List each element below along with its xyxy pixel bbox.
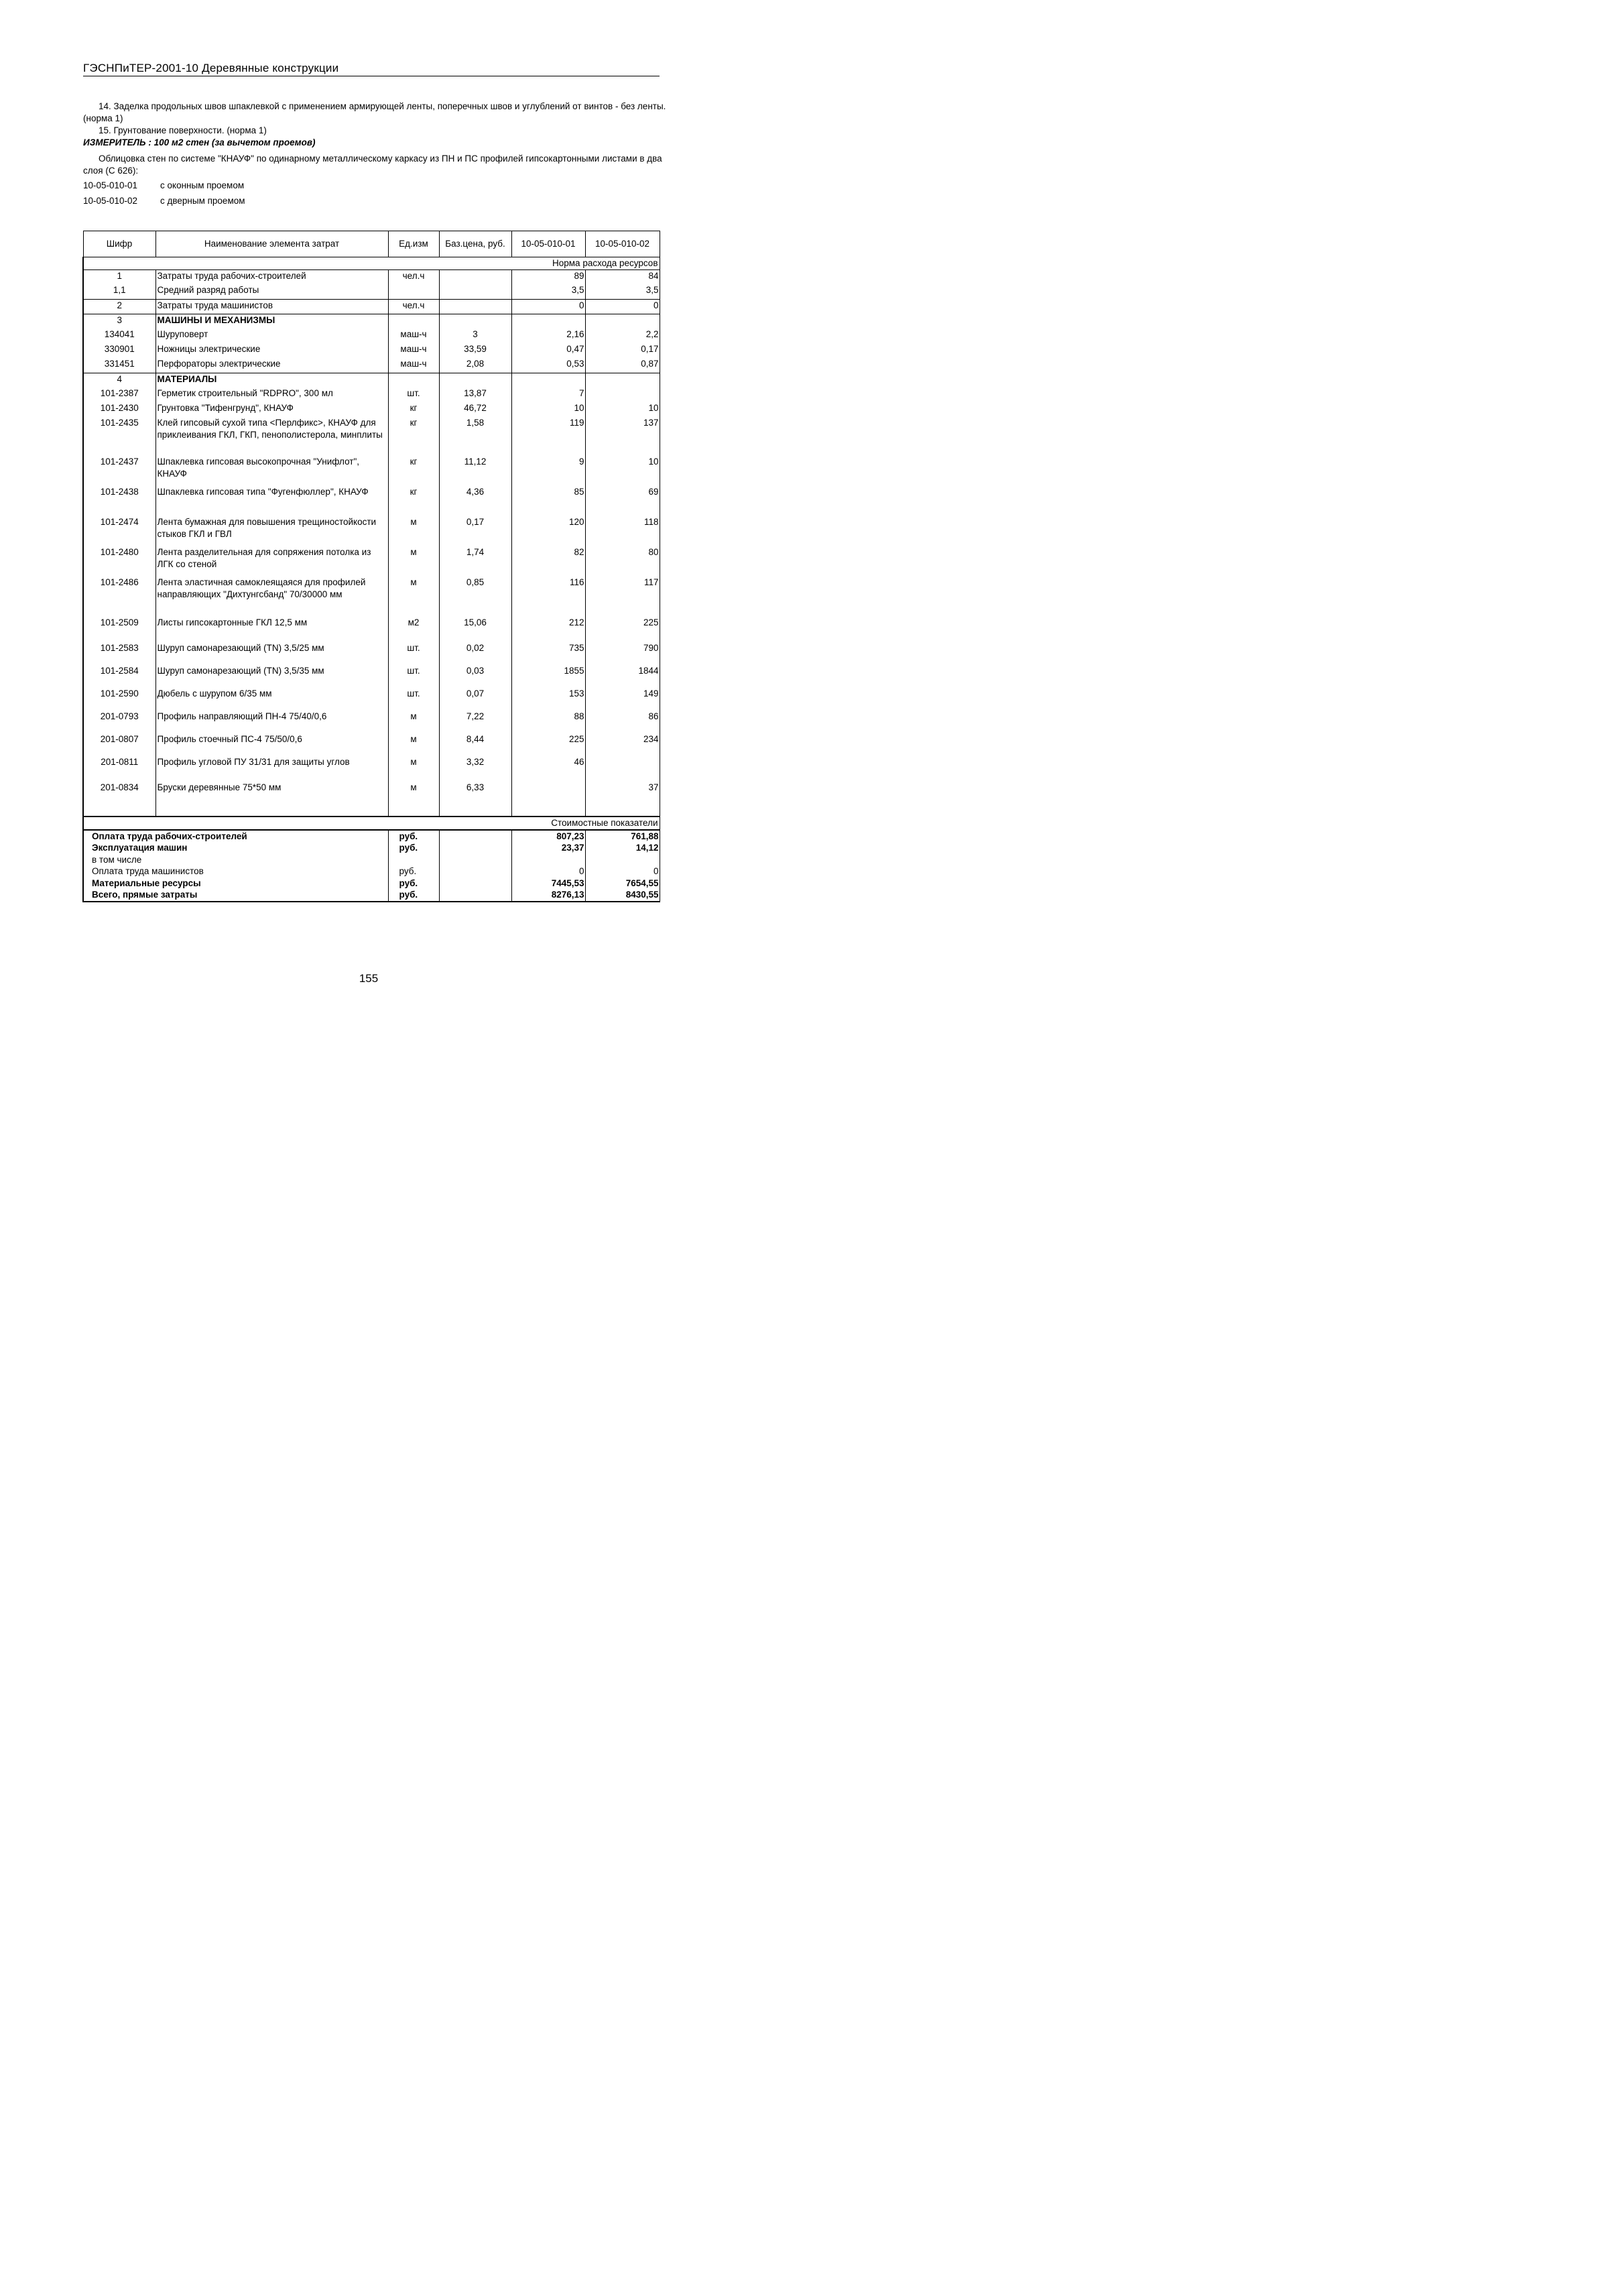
table-row bbox=[83, 516, 660, 546]
row-unit: м bbox=[388, 546, 439, 577]
row-norm-2: 69 bbox=[585, 486, 660, 516]
summary-norm-2: 8430,55 bbox=[585, 889, 660, 902]
row-name: Лента разделительная для сопряжения потолка из ЛГК со стеной bbox=[155, 546, 388, 577]
norms-table bbox=[82, 231, 660, 902]
section-costs bbox=[83, 817, 660, 830]
row-norm-2: 0,17 bbox=[585, 343, 660, 358]
row-code: 101-2584 bbox=[83, 665, 155, 688]
row-name: Затраты труда рабочих-строителей bbox=[155, 269, 388, 284]
row-norm-1: 0,47 bbox=[511, 343, 585, 358]
summary-norm-2: 14,12 bbox=[585, 842, 660, 854]
work-description bbox=[83, 101, 666, 207]
row-base-price: 6,33 bbox=[439, 782, 511, 817]
table-row bbox=[83, 688, 660, 711]
row-unit: м bbox=[388, 756, 439, 782]
row-code: 134041 bbox=[83, 328, 155, 343]
row-norm-2: 0,87 bbox=[585, 358, 660, 373]
page-number: 155 bbox=[359, 972, 379, 985]
row-base-price: 1,74 bbox=[439, 546, 511, 577]
row-norm-1: 212 bbox=[511, 617, 585, 642]
row-unit: маш-ч bbox=[388, 358, 439, 373]
row-code: 101-2590 bbox=[83, 688, 155, 711]
row-code: 201-0834 bbox=[83, 782, 155, 817]
section-costs-label: Стоимостные показатели bbox=[83, 817, 660, 830]
row-code: 201-0793 bbox=[83, 711, 155, 733]
row-name: Клей гипсовый сухой типа <Перлфикс>, КНАУФ для приклеивания ГКЛ, ГКП, пенополистерола, минплиты bbox=[155, 417, 388, 456]
row-norm-2: 117 bbox=[585, 577, 660, 617]
row-norm-1: 116 bbox=[511, 577, 585, 617]
row-code: 330901 bbox=[83, 343, 155, 358]
table-row bbox=[83, 328, 660, 343]
summary-unit: руб. bbox=[388, 889, 439, 902]
norm-code-list bbox=[83, 180, 666, 207]
row-norm-2: 10 bbox=[585, 456, 660, 486]
row-norm-1: 0 bbox=[511, 299, 585, 314]
table-row bbox=[83, 756, 660, 782]
column-header-code: Шифр bbox=[83, 231, 155, 257]
section-norms-label: Норма расхода ресурсов bbox=[83, 257, 660, 270]
summary-norm-1: 0 bbox=[511, 865, 585, 878]
row-code: 101-2583 bbox=[83, 642, 155, 665]
summary-unit bbox=[388, 854, 439, 866]
table-row bbox=[83, 373, 660, 387]
row-unit: кг bbox=[388, 486, 439, 516]
row-norm-1: 3,5 bbox=[511, 284, 585, 299]
row-norm-2 bbox=[585, 387, 660, 402]
row-name: Дюбель с шурупом 6/35 мм bbox=[155, 688, 388, 711]
summary-unit: руб. bbox=[388, 842, 439, 854]
table-row bbox=[83, 486, 660, 516]
row-base-price: 0,03 bbox=[439, 665, 511, 688]
column-header-norm-1: 10-05-010-01 bbox=[511, 231, 585, 257]
row-norm-2: 137 bbox=[585, 417, 660, 456]
table-row bbox=[83, 577, 660, 617]
row-unit: шт. bbox=[388, 665, 439, 688]
summary-unit: руб. bbox=[388, 865, 439, 878]
table-row bbox=[83, 314, 660, 328]
norm-code-label: с оконным проемом bbox=[160, 180, 245, 190]
row-unit: чел.ч bbox=[388, 299, 439, 314]
row-unit: м bbox=[388, 577, 439, 617]
row-unit: шт. bbox=[388, 688, 439, 711]
row-norm-2 bbox=[585, 314, 660, 328]
row-unit: шт. bbox=[388, 387, 439, 402]
row-code: 201-0811 bbox=[83, 756, 155, 782]
section-norms bbox=[83, 257, 660, 270]
summary-price-empty bbox=[439, 878, 511, 890]
row-name: Шуруп самонарезающий (TN) 3,5/25 мм bbox=[155, 642, 388, 665]
row-norm-1: 1855 bbox=[511, 665, 585, 688]
row-code: 3 bbox=[83, 314, 155, 328]
table-row bbox=[83, 456, 660, 486]
row-name: Профиль направляющий ПН-4 75/40/0,6 bbox=[155, 711, 388, 733]
row-unit: кг bbox=[388, 417, 439, 456]
row-norm-1: 2,16 bbox=[511, 328, 585, 343]
running-header: ГЭСНПиТЕР-2001-10 Деревянные конструкции bbox=[83, 62, 339, 74]
row-base-price: 2,08 bbox=[439, 358, 511, 373]
work-step-14: 14. Заделка продольных швов шпаклевкой с применением армирующей ленты, поперечных швов и углублений от винтов - без ленты. (норма 1) bbox=[83, 101, 666, 123]
row-norm-1: 88 bbox=[511, 711, 585, 733]
table-row bbox=[83, 546, 660, 577]
summary-price-empty bbox=[439, 889, 511, 902]
row-base-price: 1,58 bbox=[439, 417, 511, 456]
summary-label: Оплата труда машинистов bbox=[83, 865, 388, 878]
row-norm-1: 0,53 bbox=[511, 358, 585, 373]
row-base-price: 13,87 bbox=[439, 387, 511, 402]
row-unit: м bbox=[388, 733, 439, 756]
row-name: Затраты труда машинистов bbox=[155, 299, 388, 314]
row-norm-2: 118 bbox=[585, 516, 660, 546]
document-page bbox=[0, 0, 737, 1043]
summary-label: Оплата труда рабочих-строителей bbox=[83, 830, 388, 843]
row-name: Лента бумажная для повышения трещиностойкости стыков ГКЛ и ГВЛ bbox=[155, 516, 388, 546]
summary-row bbox=[83, 865, 660, 878]
row-unit: маш-ч bbox=[388, 343, 439, 358]
row-unit: кг bbox=[388, 456, 439, 486]
summary-unit: руб. bbox=[388, 830, 439, 843]
summary-row bbox=[83, 889, 660, 902]
summary-norm-2: 761,88 bbox=[585, 830, 660, 843]
table-row bbox=[83, 358, 660, 373]
row-code: 2 bbox=[83, 299, 155, 314]
row-unit: маш-ч bbox=[388, 328, 439, 343]
table-row bbox=[83, 733, 660, 756]
row-base-price bbox=[439, 373, 511, 387]
norms-table-body bbox=[83, 231, 660, 902]
row-base-price bbox=[439, 299, 511, 314]
summary-norm-2: 7654,55 bbox=[585, 878, 660, 890]
row-name: Шуруповерт bbox=[155, 328, 388, 343]
table-row bbox=[83, 387, 660, 402]
norm-code: 10-05-010-01 bbox=[83, 180, 138, 190]
table-row bbox=[83, 642, 660, 665]
row-code: 101-2480 bbox=[83, 546, 155, 577]
column-header-price: Баз.цена, руб. bbox=[439, 231, 511, 257]
row-norm-2: 790 bbox=[585, 642, 660, 665]
summary-row bbox=[83, 842, 660, 854]
row-unit: м bbox=[388, 782, 439, 817]
row-name: Ножницы электрические bbox=[155, 343, 388, 358]
work-step-15: 15. Грунтование поверхности. (норма 1) bbox=[99, 125, 267, 135]
row-unit bbox=[388, 314, 439, 328]
row-code: 101-2430 bbox=[83, 402, 155, 417]
column-header-unit: Ед.изм bbox=[388, 231, 439, 257]
row-unit bbox=[388, 284, 439, 299]
row-base-price: 3 bbox=[439, 328, 511, 343]
table-row bbox=[83, 711, 660, 733]
summary-label: Материальные ресурсы bbox=[83, 878, 388, 890]
row-code: 101-2387 bbox=[83, 387, 155, 402]
table-row bbox=[83, 343, 660, 358]
row-code: 1,1 bbox=[83, 284, 155, 299]
row-unit: м2 bbox=[388, 617, 439, 642]
norm-description: Облицовка стен по системе "КНАУФ" по одинарному металлическому каркасу из ПН и ПС профилей гипсокартонными листами в два слоя (С 626): bbox=[83, 154, 662, 176]
row-norm-1: 153 bbox=[511, 688, 585, 711]
row-name: Перфораторы электрические bbox=[155, 358, 388, 373]
row-base-price: 11,12 bbox=[439, 456, 511, 486]
summary-row bbox=[83, 878, 660, 890]
row-norm-2: 37 bbox=[585, 782, 660, 817]
row-norm-1: 10 bbox=[511, 402, 585, 417]
summary-row bbox=[83, 854, 660, 866]
row-norm-2: 1844 bbox=[585, 665, 660, 688]
row-norm-2: 2,2 bbox=[585, 328, 660, 343]
row-code: 101-2437 bbox=[83, 456, 155, 486]
row-unit: чел.ч bbox=[388, 269, 439, 284]
row-name: Профиль угловой ПУ 31/31 для защиты углов bbox=[155, 756, 388, 782]
row-base-price: 4,36 bbox=[439, 486, 511, 516]
row-base-price: 3,32 bbox=[439, 756, 511, 782]
norm-code-label: с дверным проемом bbox=[160, 196, 245, 206]
norm-code: 10-05-010-02 bbox=[83, 196, 138, 206]
row-norm-2: 0 bbox=[585, 299, 660, 314]
row-norm-1 bbox=[511, 373, 585, 387]
row-base-price bbox=[439, 269, 511, 284]
row-norm-2: 225 bbox=[585, 617, 660, 642]
row-norm-2: 84 bbox=[585, 269, 660, 284]
row-code: 101-2486 bbox=[83, 577, 155, 617]
row-norm-2: 149 bbox=[585, 688, 660, 711]
row-unit: шт. bbox=[388, 642, 439, 665]
summary-label: Эксплуатация машин bbox=[83, 842, 388, 854]
summary-norm-2: 0 bbox=[585, 865, 660, 878]
row-code: 101-2509 bbox=[83, 617, 155, 642]
column-header-norm-2: 10-05-010-02 bbox=[585, 231, 660, 257]
row-name: Шпаклевка гипсовая типа "Фугенфюллер", КНАУФ bbox=[155, 486, 388, 516]
row-base-price: 0,02 bbox=[439, 642, 511, 665]
row-code: 101-2438 bbox=[83, 486, 155, 516]
row-code: 4 bbox=[83, 373, 155, 387]
row-name: Профиль стоечный ПС-4 75/50/0,6 bbox=[155, 733, 388, 756]
row-unit: м bbox=[388, 711, 439, 733]
row-norm-1: 9 bbox=[511, 456, 585, 486]
row-name: Шуруп самонарезающий (TN) 3,5/35 мм bbox=[155, 665, 388, 688]
row-norm-2 bbox=[585, 756, 660, 782]
row-name: Средний разряд работы bbox=[155, 284, 388, 299]
row-norm-1 bbox=[511, 314, 585, 328]
row-norm-2: 3,5 bbox=[585, 284, 660, 299]
table-row bbox=[83, 269, 660, 284]
table-row bbox=[83, 782, 660, 817]
row-norm-1: 735 bbox=[511, 642, 585, 665]
table-row bbox=[83, 417, 660, 456]
row-name: Лента эластичная самоклеящаяся для профилей направляющих "Дихтунгсбанд" 70/30000 мм bbox=[155, 577, 388, 617]
summary-norm-1: 7445,53 bbox=[511, 878, 585, 890]
row-base-price: 7,22 bbox=[439, 711, 511, 733]
table-row bbox=[83, 284, 660, 299]
row-base-price: 15,06 bbox=[439, 617, 511, 642]
column-header-name: Наименование элемента затрат bbox=[155, 231, 388, 257]
table-row bbox=[83, 665, 660, 688]
row-name: Бруски деревянные 75*50 мм bbox=[155, 782, 388, 817]
table-row bbox=[83, 402, 660, 417]
row-base-price bbox=[439, 284, 511, 299]
table-row bbox=[83, 299, 660, 314]
summary-label: в том числе bbox=[83, 854, 388, 866]
summary-unit: руб. bbox=[388, 878, 439, 890]
summary-row bbox=[83, 830, 660, 843]
row-unit: м bbox=[388, 516, 439, 546]
row-name: Шпаклевка гипсовая высокопрочная "Унифлот", КНАУФ bbox=[155, 456, 388, 486]
table-row bbox=[83, 617, 660, 642]
row-name: МАТЕРИАЛЫ bbox=[155, 373, 388, 387]
summary-norm-1: 807,23 bbox=[511, 830, 585, 843]
row-code: 331451 bbox=[83, 358, 155, 373]
row-code: 201-0807 bbox=[83, 733, 155, 756]
row-name: МАШИНЫ И МЕХАНИЗМЫ bbox=[155, 314, 388, 328]
row-norm-1: 225 bbox=[511, 733, 585, 756]
row-norm-2: 234 bbox=[585, 733, 660, 756]
row-code: 1 bbox=[83, 269, 155, 284]
summary-norm-1: 23,37 bbox=[511, 842, 585, 854]
summary-price-empty bbox=[439, 865, 511, 878]
row-norm-1: 7 bbox=[511, 387, 585, 402]
row-norm-2 bbox=[585, 373, 660, 387]
row-norm-1: 89 bbox=[511, 269, 585, 284]
row-base-price: 0,85 bbox=[439, 577, 511, 617]
measure-unit: ИЗМЕРИТЕЛЬ : 100 м2 стен (за вычетом проемов) bbox=[83, 137, 316, 147]
row-norm-2: 80 bbox=[585, 546, 660, 577]
summary-norm-1 bbox=[511, 854, 585, 866]
row-name: Листы гипсокартонные ГКЛ 12,5 мм bbox=[155, 617, 388, 642]
table-header-row bbox=[83, 231, 660, 257]
row-unit bbox=[388, 373, 439, 387]
row-base-price: 46,72 bbox=[439, 402, 511, 417]
row-norm-1: 120 bbox=[511, 516, 585, 546]
summary-price-empty bbox=[439, 854, 511, 866]
row-unit: кг bbox=[388, 402, 439, 417]
row-base-price: 33,59 bbox=[439, 343, 511, 358]
row-norm-1: 119 bbox=[511, 417, 585, 456]
summary-label: Всего, прямые затраты bbox=[83, 889, 388, 902]
summary-norm-1: 8276,13 bbox=[511, 889, 585, 902]
row-norm-1: 82 bbox=[511, 546, 585, 577]
row-code: 101-2435 bbox=[83, 417, 155, 456]
row-norm-1 bbox=[511, 782, 585, 817]
row-base-price: 0,17 bbox=[439, 516, 511, 546]
row-base-price: 8,44 bbox=[439, 733, 511, 756]
row-norm-2: 86 bbox=[585, 711, 660, 733]
summary-norm-2 bbox=[585, 854, 660, 866]
row-norm-2: 10 bbox=[585, 402, 660, 417]
row-name: Грунтовка "Тифенгрунд", КНАУФ bbox=[155, 402, 388, 417]
row-norm-1: 85 bbox=[511, 486, 585, 516]
row-norm-1: 46 bbox=[511, 756, 585, 782]
summary-price-empty bbox=[439, 842, 511, 854]
row-code: 101-2474 bbox=[83, 516, 155, 546]
row-name: Герметик строительный "RDPRO", 300 мл bbox=[155, 387, 388, 402]
row-base-price bbox=[439, 314, 511, 328]
row-base-price: 0,07 bbox=[439, 688, 511, 711]
summary-price-empty bbox=[439, 830, 511, 843]
